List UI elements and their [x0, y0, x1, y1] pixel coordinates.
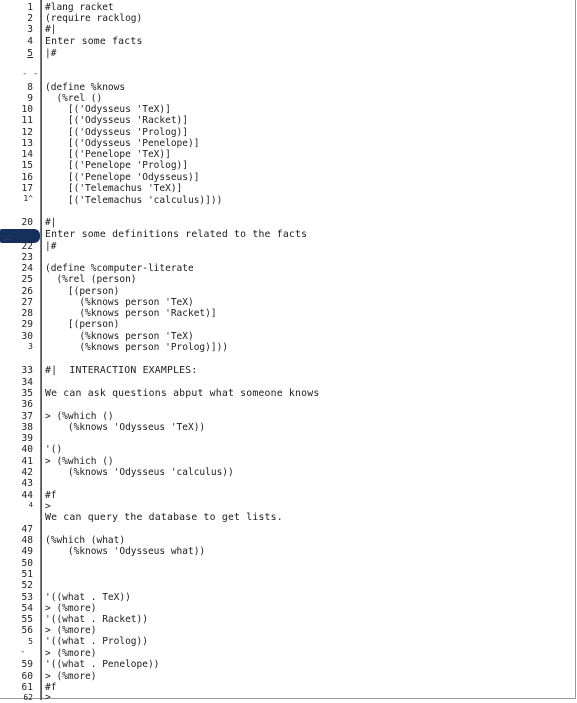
code-line[interactable]: (%knows person 'Racket)]: [45, 308, 217, 319]
code-line[interactable]: [('Penelope 'Prolog)]: [45, 160, 188, 171]
code-line[interactable]: >: [45, 692, 51, 703]
code-line[interactable]: [('Odysseus 'Racket)]: [45, 115, 188, 126]
fold-indicator[interactable]: -: [20, 647, 26, 657]
line-number: 60: [21, 671, 33, 682]
line-number: 36: [21, 399, 33, 410]
code-line[interactable]: > (%more): [45, 671, 97, 682]
code-line[interactable]: #f: [45, 490, 57, 501]
code-line[interactable]: Enter some facts: [45, 36, 143, 47]
line-number: 51: [21, 569, 33, 580]
fold-indicator[interactable]: - -: [22, 69, 39, 79]
line-number: 8: [27, 82, 33, 93]
line-number: 33: [21, 365, 33, 376]
line-number: 17: [21, 183, 33, 194]
line-number: 44: [21, 490, 33, 501]
line-number: 11: [21, 115, 33, 126]
line-number: 20: [21, 217, 33, 228]
line-number: 4: [28, 501, 33, 509]
line-number: 22: [21, 241, 33, 252]
code-line[interactable]: #|: [45, 217, 57, 228]
line-number: 13: [21, 138, 33, 149]
line-number: 49: [21, 546, 33, 557]
code-line[interactable]: (%knows 'Odysseus 'TeX)): [45, 422, 206, 433]
line-number: 2: [27, 13, 33, 24]
code-line[interactable]: (%knows 'Odysseus what)): [45, 546, 206, 557]
line-number: 23: [21, 252, 33, 263]
code-line[interactable]: #f: [45, 682, 57, 693]
fold-arrow-icon[interactable]: ⌐: [5, 236, 11, 246]
code-line[interactable]: #lang racket: [45, 2, 114, 13]
code-line[interactable]: [(person): [45, 286, 120, 297]
code-line[interactable]: (%knows person 'Prolog)])): [45, 342, 229, 353]
line-number: 29: [21, 319, 33, 330]
line-number: 47: [21, 524, 33, 535]
code-line[interactable]: '(): [45, 444, 63, 455]
code-line[interactable]: [('Odysseus 'TeX)]: [45, 104, 171, 115]
code-line[interactable]: > (%more): [45, 603, 97, 614]
line-number: 52: [21, 580, 33, 591]
code-line[interactable]: > (%which (): [45, 411, 114, 422]
line-number: 12: [21, 127, 33, 138]
line-number: 53: [21, 592, 33, 603]
line-number: 41: [21, 456, 33, 467]
code-line[interactable]: We can query the database to get lists.: [45, 512, 283, 523]
line-number: 28: [21, 308, 33, 319]
line-number: 3: [27, 24, 33, 35]
line-number: 38: [21, 422, 33, 433]
line-number: 62: [23, 693, 33, 702]
line-number: 56: [21, 625, 33, 636]
line-number: 48: [21, 535, 33, 546]
code-line[interactable]: (%knows 'Odysseus 'calculus)): [45, 467, 234, 478]
code-line[interactable]: [('Penelope 'TeX)]: [45, 149, 171, 160]
code-line[interactable]: (%knows person 'TeX): [45, 331, 194, 342]
line-number: 4: [27, 36, 33, 47]
code-line[interactable]: (define %computer-literate: [45, 263, 194, 274]
code-line[interactable]: '((what . Racket)): [45, 614, 148, 625]
line-number: 34: [21, 377, 33, 388]
line-number: 1^: [23, 194, 33, 203]
line-number: 3: [28, 342, 33, 351]
gutter-divider-inner: [41, 0, 42, 700]
line-number: 30: [21, 331, 33, 342]
line-number: 1: [27, 2, 33, 13]
line-number: 26: [21, 286, 33, 297]
code-line[interactable]: [('Odysseus 'Prolog)]: [45, 127, 188, 138]
line-number: 42: [21, 467, 33, 478]
line-number: 25: [21, 274, 33, 285]
code-line[interactable]: [('Telemachus 'calculus)])): [45, 195, 223, 206]
code-line[interactable]: (%which (what): [45, 535, 126, 546]
line-number: 10: [21, 104, 33, 115]
line-number: 37: [21, 411, 33, 422]
code-line[interactable]: >: [45, 501, 51, 512]
code-line[interactable]: '((what . Penelope)): [45, 659, 160, 670]
line-number: 27: [21, 297, 33, 308]
line-number: 50: [21, 558, 33, 569]
line-number: 35: [21, 388, 33, 399]
code-line[interactable]: Enter some definitions related to the facts: [45, 229, 308, 240]
line-number: 16: [21, 172, 33, 183]
code-line[interactable]: (require racklog): [45, 13, 143, 24]
code-line[interactable]: We can ask questions abput what someone knows: [45, 388, 320, 399]
line-number: 59: [21, 659, 33, 670]
code-line[interactable]: #| INTERACTION EXAMPLES:: [45, 365, 198, 376]
line-number: 54: [21, 603, 33, 614]
code-line[interactable]: |#: [45, 48, 57, 59]
line-number: 39: [21, 433, 33, 444]
line-number: 9: [27, 93, 33, 104]
code-line[interactable]: [('Odysseus 'Penelope)]: [45, 138, 200, 149]
code-line[interactable]: '((what . Prolog)): [45, 636, 148, 647]
line-number: 43: [21, 478, 33, 489]
code-line[interactable]: [(person): [45, 319, 120, 330]
code-line[interactable]: > (%which (): [45, 456, 114, 467]
code-line[interactable]: [('Telemachus 'TeX)]: [45, 183, 183, 194]
line-number: 40: [21, 444, 33, 455]
line-number: 55: [21, 614, 33, 625]
code-line[interactable]: > (%more): [45, 625, 97, 636]
line-number: 61: [21, 682, 33, 693]
code-line[interactable]: (define %knows: [45, 82, 126, 93]
code-line[interactable]: #|: [45, 24, 57, 35]
code-line[interactable]: '((what . TeX)): [45, 592, 131, 603]
line-number: 24: [21, 263, 33, 274]
line-number: 14: [21, 149, 33, 160]
code-line[interactable]: (%rel (): [45, 93, 103, 104]
line-number: 5: [27, 48, 33, 59]
line-number: 15: [21, 160, 33, 171]
code-line[interactable]: |#: [45, 241, 57, 252]
code-line[interactable]: > (%more): [45, 648, 97, 659]
code-line[interactable]: (%knows person 'TeX): [45, 297, 194, 308]
code-line[interactable]: (%rel (person): [45, 274, 137, 285]
line-number: 5: [28, 637, 33, 646]
code-line[interactable]: [('Penelope 'Odysseus)]: [45, 172, 200, 183]
